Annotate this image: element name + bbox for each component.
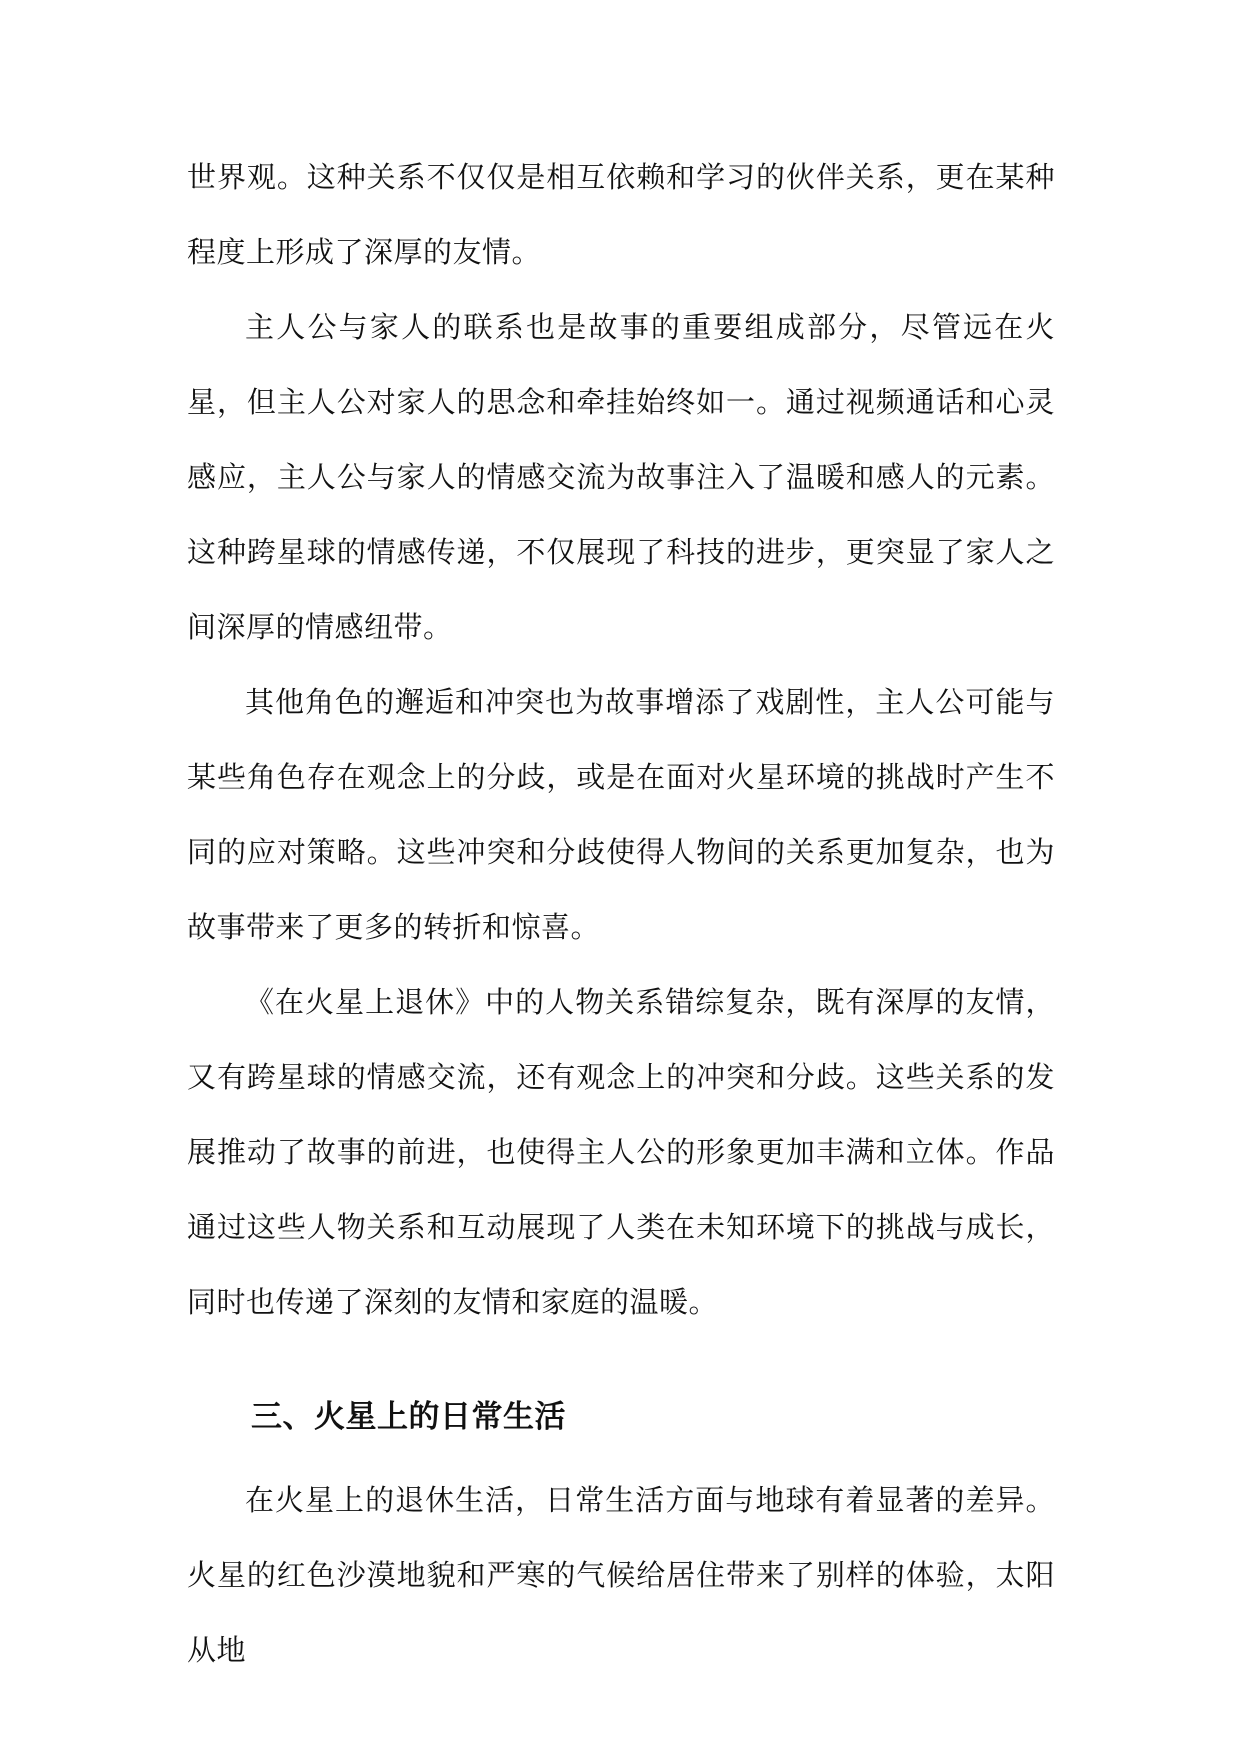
paragraph-5: 在火星上的退休生活，日常生活方面与地球有着显著的差异。火星的红色沙漠地貌和严寒的气候给居住带来了别样的体验，太阳从地 <box>187 1483 1055 1667</box>
paragraph-2: 主人公与家人的联系也是故事的重要组成部分，尽管远在火星，但主人公对家人的思念和牵挂始终如一。通过视频通话和心灵感应，主人公与家人的情感交流为故事注入了温暖和感人的元素。这种跨星球的情感传递，不仅展现了科技的进步，更突显了家人之间深厚的情感纽带。 <box>187 310 1055 644</box>
section-heading: 三、火星上的日常生活 <box>251 1399 566 1435</box>
document-body <box>187 140 1055 1688</box>
paragraph-3: 其他角色的邂逅和冲突也为故事增添了戏剧性，主人公可能与某些角色存在观念上的分歧，或是在面对火星环境的挑战时产生不同的应对策略。这些冲突和分歧使得人物间的关系更加复杂，也为故事带来了更多的转折和惊喜。 <box>187 685 1055 944</box>
paragraph-4: 《在火星上退休》中的人物关系错综复杂，既有深厚的友情，又有跨星球的情感交流，还有观念上的冲突和分歧。这些关系的发展推动了故事的前进，也使得主人公的形象更加丰满和立体。作品通过这些人物关系和互动展现了人类在未知环境下的挑战与成长，同时也传递了深刻的友情和家庭的温暖。 <box>187 985 1055 1319</box>
paragraph-1: 世界观。这种关系不仅仅是相互依赖和学习的伙伴关系，更在某种程度上形成了深厚的友情。 <box>187 160 1055 269</box>
